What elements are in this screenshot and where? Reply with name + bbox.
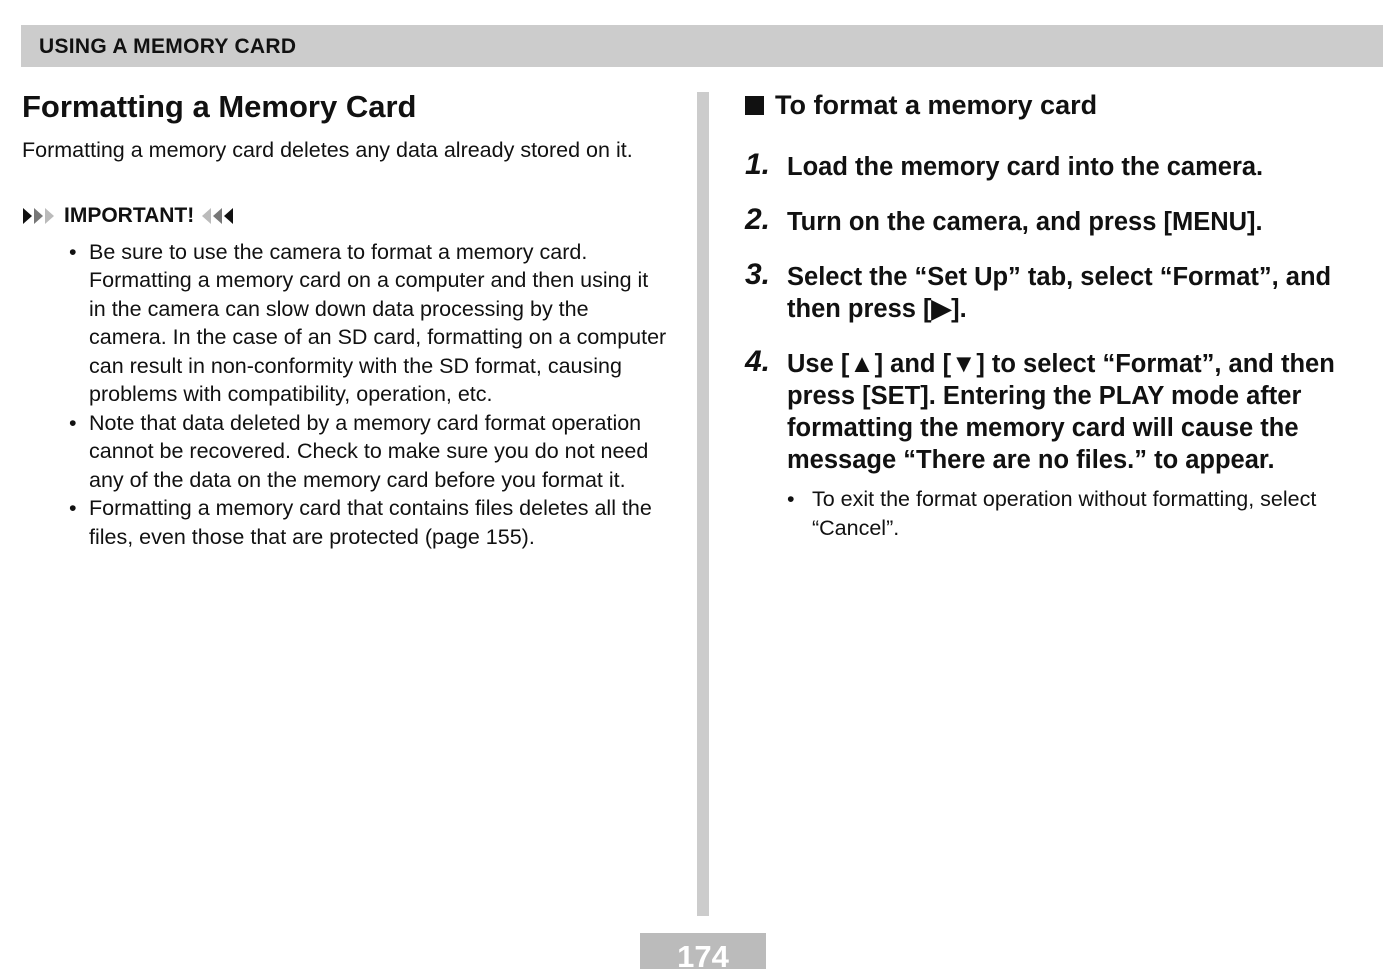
list-item bbox=[22, 409, 669, 495]
list-item bbox=[22, 494, 669, 551]
list-item bbox=[22, 238, 669, 409]
step-item bbox=[745, 258, 1385, 325]
triple-arrow-right-icon bbox=[22, 207, 56, 225]
step-item bbox=[745, 148, 1385, 183]
procedure-title bbox=[745, 88, 1385, 122]
intro-text: Formatting a memory card deletes any data already stored on it. bbox=[22, 138, 633, 162]
step-number: 3. bbox=[745, 258, 771, 291]
steps-list bbox=[745, 148, 1385, 542]
step-text: Use [▲] and [▼] to select “Format”, and then press [SET]. Entering the PLAY mode after formatting the memory card will cause the message “There are no files.” to appear. bbox=[787, 350, 1335, 474]
column-divider bbox=[697, 92, 709, 916]
page-number-tab bbox=[640, 933, 766, 969]
list-item-text: Note that data deleted by a memory card format operation cannot be recovered. Check to make sure you do not need any of the data on the memory card before you format it. bbox=[89, 410, 649, 492]
important-label: IMPORTANT! bbox=[64, 203, 195, 227]
step-text: Load the memory card into the camera. bbox=[787, 153, 1264, 181]
black-square-icon bbox=[745, 96, 764, 115]
bullet-dot: • bbox=[69, 239, 77, 264]
header-title: USING A MEMORY CARD bbox=[39, 35, 297, 58]
procedure-title-text: To format a memory card bbox=[775, 90, 1098, 120]
list-item-text: Formatting a memory card that contains files deletes all the files, even those that are protected (page 155). bbox=[89, 496, 652, 549]
left-column bbox=[22, 88, 672, 551]
step-number: 2. bbox=[745, 203, 771, 236]
bullet-dot: • bbox=[69, 410, 77, 435]
bullet-dot: • bbox=[69, 496, 77, 520]
triple-arrow-left-icon bbox=[200, 207, 234, 225]
step-text: Select the “Set Up” tab, select “Format”, and then press [▶]. bbox=[787, 263, 1332, 323]
step-number: 4. bbox=[745, 345, 771, 378]
step-item bbox=[745, 203, 1385, 238]
step-number: 1. bbox=[745, 148, 771, 181]
step-note bbox=[787, 485, 1352, 542]
page-number: 174 bbox=[677, 939, 729, 969]
header-bar bbox=[21, 25, 1383, 67]
step-item bbox=[745, 345, 1385, 542]
step-note-text: To exit the format operation without formatting, select “Cancel”. bbox=[812, 487, 1317, 540]
important-heading bbox=[22, 202, 672, 230]
right-column bbox=[745, 88, 1385, 565]
bullet-dot: • bbox=[787, 487, 795, 511]
section-title: Formatting a Memory Card bbox=[22, 89, 417, 124]
step-text: Turn on the camera, and press [MENU]. bbox=[787, 208, 1263, 236]
important-list bbox=[22, 238, 672, 552]
list-item-text: Be sure to use the camera to format a memory card. Formatting a memory card on a computer and then using it in the camera can slow down data processing by the camera. In the case of an SD card, formatting on a computer can result in non-conformity with the SD format, causing problems with compatibility, operation, etc. bbox=[89, 239, 667, 406]
